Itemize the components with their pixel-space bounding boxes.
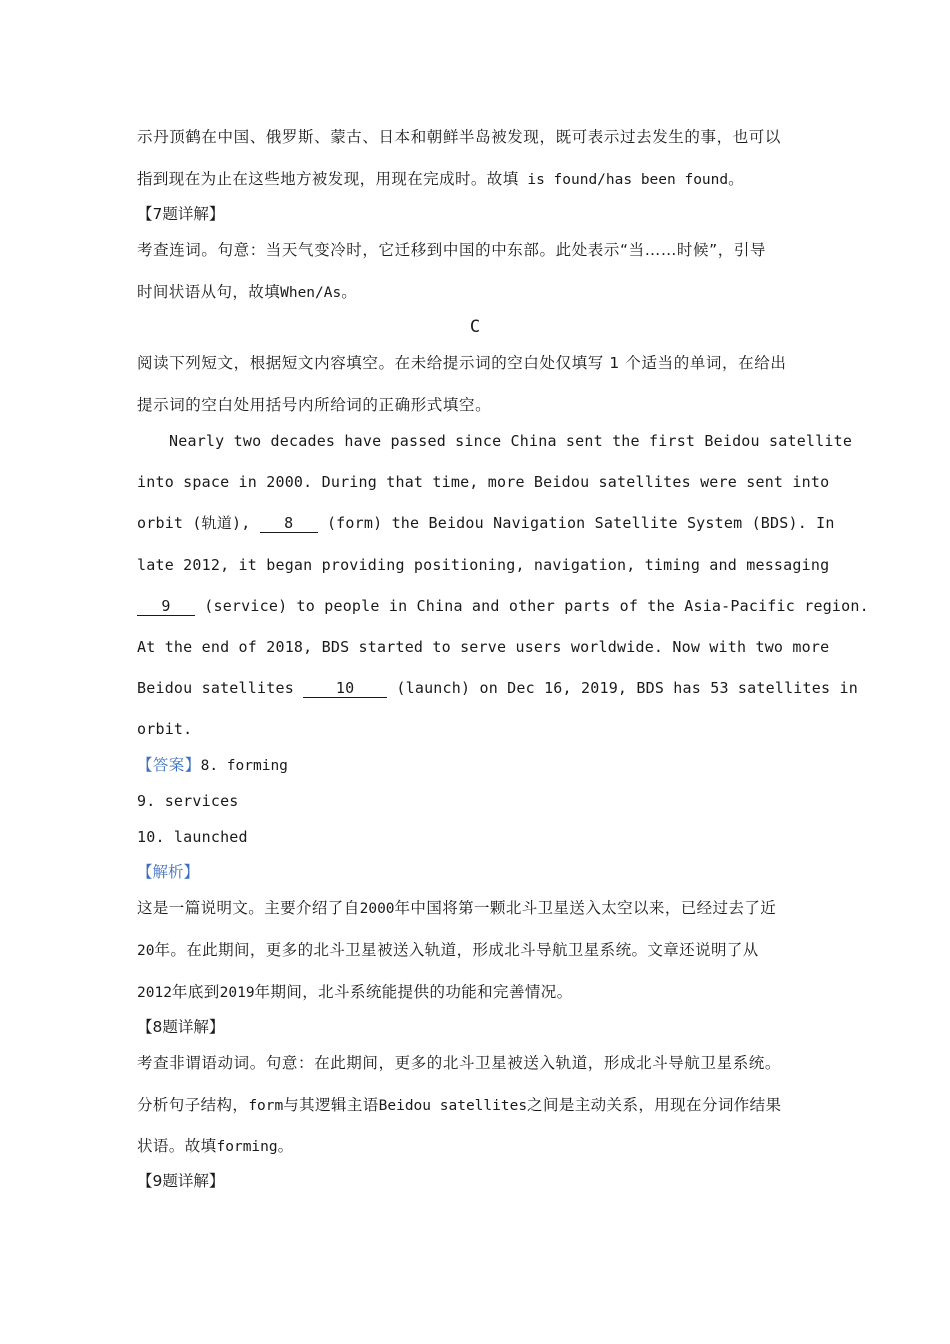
q8-line-1: 考查非谓语动词。句意：在此期间，更多的北斗卫星被送入轨道，形成北斗导航卫星系统。 [137, 1054, 782, 1072]
passage-line-4: late 2012, it began providing positioning, navigation, timing and messaging [137, 556, 830, 574]
prev-line2-answer: is found/has been found [518, 172, 729, 188]
analysis-line-1 [137, 898, 776, 919]
q8-l3-a: 状语。故填 [137, 1137, 217, 1155]
q8-l2-m1: form [248, 1098, 284, 1114]
analysis-l3-year2: 2019 [219, 985, 255, 1001]
passage-line-2: into space in 2000. During that time, more Beidou satellites were sent into [137, 473, 830, 491]
analysis-line-3 [137, 982, 573, 1003]
passage-line-1: Nearly two decades have passed since China sent the first Beidou satellite [169, 432, 853, 450]
analysis-l3-year1: 2012 [137, 985, 172, 1001]
q8-l3-b: 。 [277, 1137, 294, 1155]
analysis-l1-year: 2000 [359, 901, 395, 917]
q8-l2-b: 与其逻辑主语 [283, 1096, 379, 1114]
passage-line-8: orbit. [137, 720, 193, 738]
q8-l2-c: 之间是主动关系，用现在分词作结果 [527, 1096, 782, 1114]
answer-8: 8. forming [200, 758, 288, 774]
section-letter: C [469, 317, 481, 337]
q7-line2-answer: When/As [280, 285, 342, 301]
instruction-line-1: 阅读下列短文，根据短文内容填空。在未给提示词的空白处仅填写 1 个适当的单词，在给出 [137, 354, 787, 372]
q7-line2-cn: 时间状语从句，故填 [137, 283, 281, 301]
analysis-l2-b: 年。在此期间，更多的北斗卫星被送入轨道，形成北斗导航卫星系统。文章还说明了从 [154, 941, 759, 959]
passage-line7-end: (launch) on Dec 16, 2019, BDS has 53 satellites in [387, 679, 858, 697]
analysis-label: 【解析】 [137, 863, 200, 881]
q7-heading: 【7题详解】 [137, 205, 225, 223]
passage-line-3 [137, 513, 835, 533]
q8-l2-m2: Beidou satellites [378, 1098, 528, 1114]
passage-line3-start: orbit (轨道), [137, 514, 260, 532]
prev-explanation-line-1: 示丹顶鹤在中国、俄罗斯、蒙古、日本和朝鲜半岛被发现，既可表示过去发生的事，也可以 [137, 128, 782, 146]
q8-line-2 [137, 1095, 781, 1116]
q8-l3-answer: forming [216, 1139, 278, 1155]
answer-10: 10. launched [137, 828, 248, 846]
instruction-line-2: 提示词的空白处用括号内所给词的正确形式填空。 [137, 396, 492, 414]
q7-line-2 [137, 282, 357, 303]
analysis-l3-a: 年底到 [171, 983, 220, 1001]
answer-line-8 [137, 755, 288, 776]
passage-line5-end: (service) to people in China and other parts of the Asia-Pacific region. [195, 597, 869, 615]
answer-9: 9. services [137, 792, 239, 810]
passage-line-7 [137, 678, 858, 698]
analysis-line-2 [137, 940, 759, 961]
passage-line7-start: Beidou satellites [137, 679, 304, 697]
blank-9: 9 [137, 597, 195, 616]
answer-label: 【答案】 [137, 756, 201, 774]
q7-line-1: 考查连词。句意：当天气变冷时，它迁移到中国的中东部。此处表示“当……时候”，引导 [137, 241, 767, 259]
q7-line2-end: 。 [341, 283, 358, 301]
passage-line-5 [137, 596, 869, 616]
passage-line3-end: (form) the Beidou Navigation Satellite System (BDS). In [317, 514, 835, 532]
analysis-l1-b: 年中国将第一颗北斗卫星送入太空以来，已经过去了近 [394, 899, 777, 917]
q8-line-3 [137, 1136, 294, 1157]
q8-heading: 【8题详解】 [137, 1018, 225, 1036]
prev-explanation-line-2 [137, 169, 744, 190]
analysis-l1-a: 这是一篇说明文。主要介绍了自 [137, 899, 360, 917]
q8-l2-a: 分析句子结构， [137, 1096, 249, 1114]
prev-line2-cn: 指到现在为止在这些地方被发现，用现在完成时。故填 [137, 170, 519, 188]
passage-line-6: At the end of 2018, BDS started to serve users worldwide. Now with two more [137, 638, 830, 656]
blank-8: 8 [260, 514, 318, 533]
blank-10: 10 [303, 679, 387, 698]
q9-heading: 【9题详解】 [137, 1172, 225, 1190]
analysis-l2-year: 20 [137, 943, 155, 959]
prev-line2-end: 。 [728, 170, 745, 188]
analysis-l3-b: 年期间，北斗系统能提供的功能和完善情况。 [254, 983, 573, 1001]
